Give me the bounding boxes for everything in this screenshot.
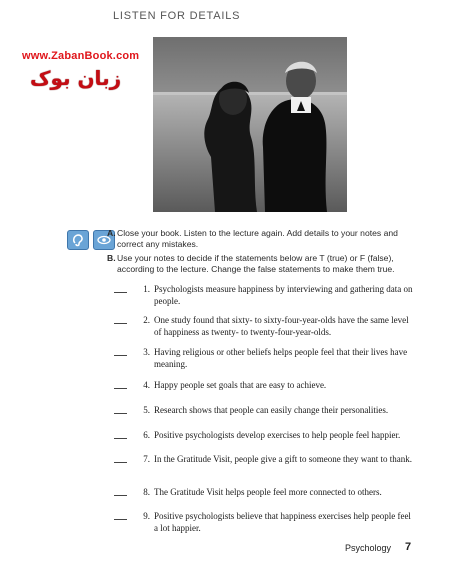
watermark-url: www.ZabanBook.com bbox=[22, 50, 140, 62]
statement-number: 8. bbox=[143, 487, 150, 497]
statement-text: Positive psychologists believe that happiness exercises help people feel a lot happier. bbox=[154, 511, 411, 533]
instruction-b-text: Use your notes to decide if the statements below are T (true) or F (false), according to the lecture. Change the false statements to make them true. bbox=[117, 253, 395, 274]
statement-number: 3. bbox=[143, 347, 150, 357]
answer-blank[interactable] bbox=[114, 292, 127, 293]
statement-number: 6. bbox=[143, 430, 150, 440]
instruction-a bbox=[107, 228, 417, 250]
answer-blank[interactable] bbox=[114, 413, 127, 414]
page-number: 7 bbox=[405, 541, 412, 553]
statement-text: In the Gratitude Visit, people give a gift to someone they want to thank. bbox=[154, 454, 412, 464]
statement-text: Research shows that people can easily change their personalities. bbox=[154, 405, 389, 415]
ear-icon bbox=[67, 230, 89, 250]
statement-text: One study found that sixty- to sixty-four-year-olds have the same level of happiness as twenty- to twenty-four-year-olds. bbox=[154, 315, 409, 337]
instruction-b bbox=[107, 253, 417, 275]
statement-number: 7. bbox=[143, 454, 150, 464]
answer-blank[interactable] bbox=[114, 462, 127, 463]
statement-number: 4. bbox=[143, 380, 150, 390]
footer-subject: Psychology bbox=[345, 543, 392, 553]
instruction-b-letter: B. bbox=[107, 253, 116, 263]
statement-text: Having religious or other beliefs helps people feel that their lives have meaning. bbox=[154, 347, 408, 369]
answer-blank[interactable] bbox=[114, 495, 127, 496]
instruction-a-text: Close your book. Listen to the lecture again. Add details to your notes and correct any mistakes. bbox=[117, 228, 398, 249]
statement-number: 9. bbox=[143, 511, 150, 521]
answer-blank[interactable] bbox=[114, 438, 127, 439]
answer-blank[interactable] bbox=[114, 388, 127, 389]
section-title: LISTEN FOR DETAILS bbox=[113, 10, 241, 22]
watermark-logo: زبان بوک bbox=[30, 66, 122, 90]
answer-blank[interactable] bbox=[114, 519, 127, 520]
instruction-a-letter: A. bbox=[107, 228, 116, 238]
statement-text: Happy people set goals that are easy to achieve. bbox=[154, 380, 327, 390]
photo-image bbox=[153, 37, 347, 212]
statement-text: Positive psychologists develop exercises to help people feel happier. bbox=[154, 430, 401, 440]
statement-number: 2. bbox=[143, 315, 150, 325]
answer-blank[interactable] bbox=[114, 355, 127, 356]
photo-couple-by-sea bbox=[153, 37, 347, 212]
statement-number: 1. bbox=[143, 284, 150, 294]
statement-number: 5. bbox=[143, 405, 150, 415]
statement-text: The Gratitude Visit helps people feel more connected to others. bbox=[154, 487, 382, 497]
answer-blank[interactable] bbox=[114, 323, 127, 324]
statement-text: Psychologists measure happiness by interviewing and gathering data on people. bbox=[154, 284, 413, 306]
